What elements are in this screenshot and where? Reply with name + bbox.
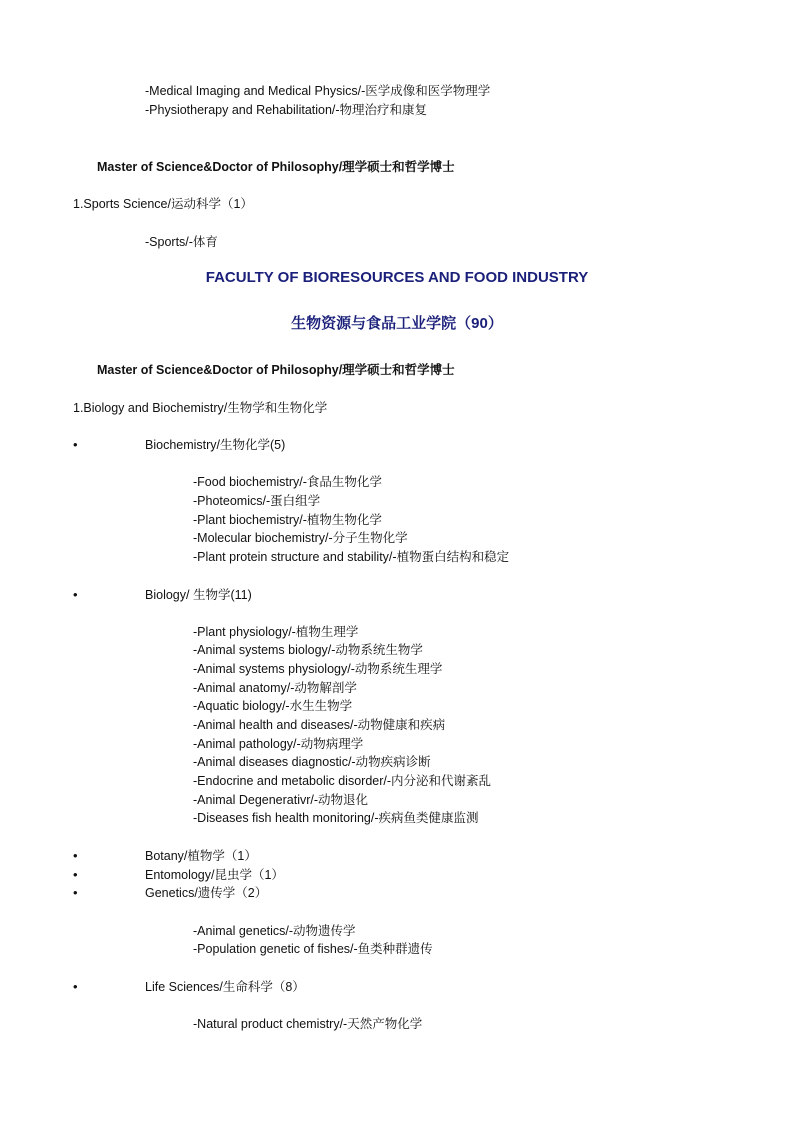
list-item: -Plant physiology/-植物生理学	[193, 625, 359, 639]
subject-label: Life Sciences/生命科学（8）	[145, 980, 305, 994]
bullet-icon: •	[73, 437, 78, 452]
list-item: -Animal systems physiology/-动物系统生理学	[193, 662, 443, 676]
faculty-title-en: FACULTY OF BIORESOURCES AND FOOD INDUSTRY	[205, 269, 589, 286]
degree-heading: Master of Science&Doctor of Philosophy/理学硕士和哲学博士	[97, 363, 455, 377]
list-item: -Natural product chemistry/-天然产物化学	[193, 1017, 423, 1031]
list-item: -Medical Imaging and Medical Physics/-医学成像和医学物理学	[145, 84, 491, 98]
bullet-icon: •	[73, 885, 78, 900]
list-item: -Animal health and diseases/-动物健康和疾病	[193, 718, 446, 732]
bullet-icon: •	[73, 867, 78, 882]
subject-label: Entomology/昆虫学（1）	[145, 868, 284, 882]
subject-label: Biology/ 生物学(11)	[145, 588, 252, 602]
faculty-title-zh: 生物资源与食品工业学院（90）	[291, 315, 503, 332]
list-item: -Diseases fish health monitoring/-疾病鱼类健康监测	[193, 811, 479, 825]
list-item: -Population genetic of fishes/-鱼类种群遗传	[193, 942, 433, 956]
bullet-icon: •	[73, 979, 78, 994]
list-item: -Food biochemistry/-食品生物化学	[193, 475, 382, 489]
list-item: -Animal diseases diagnostic/-动物疾病诊断	[193, 755, 431, 769]
list-item: -Animal pathology/-动物病理学	[193, 737, 364, 751]
list-item: -Endocrine and metabolic disorder/-内分泌和代谢紊乱	[193, 774, 492, 788]
bullet-icon: •	[73, 587, 78, 602]
program-title: 1.Sports Science/运动科学（1）	[73, 197, 253, 211]
subject-label: Genetics/遗传学（2）	[145, 886, 268, 900]
list-item: -Photeomics/-蛋白组学	[193, 494, 321, 508]
subject-label: Botany/植物学（1）	[145, 849, 257, 863]
list-item: -Plant biochemistry/-植物生物化学	[193, 513, 382, 527]
list-item: -Animal anatomy/-动物解剖学	[193, 681, 357, 695]
list-item: -Animal systems biology/-动物系统生物学	[193, 643, 423, 657]
list-item: -Plant protein structure and stability/-植物蛋白结构和稳定	[193, 550, 510, 564]
list-item: -Aquatic biology/-水生生物学	[193, 699, 353, 713]
list-item: -Sports/-体育	[145, 235, 218, 249]
bullet-icon: •	[73, 848, 78, 863]
degree-heading: Master of Science&Doctor of Philosophy/理学硕士和哲学博士	[97, 160, 455, 174]
list-item: -Animal genetics/-动物遗传学	[193, 924, 356, 938]
list-item: -Molecular biochemistry/-分子生物化学	[193, 531, 408, 545]
subject-label: Biochemistry/生物化学(5)	[145, 438, 286, 452]
list-item: -Animal Degenerativr/-动物退化	[193, 793, 369, 807]
list-item: -Physiotherapy and Rehabilitation/-物理治疗和康复	[145, 103, 428, 117]
program-title: 1.Biology and Biochemistry/生物学和生物化学	[73, 401, 328, 415]
